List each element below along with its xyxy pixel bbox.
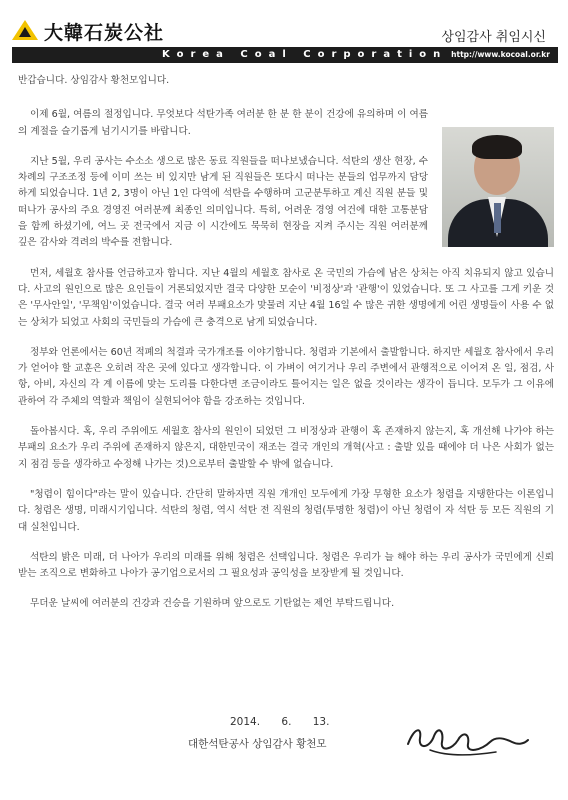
paragraph: 돌아봅시다. 혹, 우리 주위에도 세월호 참사의 원인이 되었던 그 비정상과 관행이 혹 존재하지 않는지, 혹 개선해 나가야 하는 부패의 요소가 우리 주위에 존재하지 않은지, 대한민국이 재조는 결국 개인의 개혁(사고 : 출발 있을 때에야 더 나은 사회가 없는지 점검 등을 생각하고 수정해 나가는 것)으로부터 출발할 수 밖에 없습니다. — [18, 426, 554, 470]
letter-date: 2014. 6. 13. — [230, 716, 330, 728]
paragraph: 석탄의 밝은 미래, 더 나아가 우리의 미래를 위해 청렴은 선택입니다. 청렴은 우리가 늘 해야 하는 우리 공사가 국민에게 신뢰받는 조직으로 변화하고 나아가 공기업으로서의 그 필요성과 공익성을 보장받게 될 것입니다. — [18, 551, 554, 580]
paragraph: 지난 5월, 우리 공사는 수소소 생으로 많은 동료 직원들을 떠나보냈습니다. 석탄의 생산 현장, 수 차례의 구조조정 등에 이미 쓰는 비 있지만 남게 된 직원들은 또다시 떠나는 분들의 업무까지 담당하게 되었습니다. 1년 2, 3명이 아닌 1인 다역에 석탄을 수행하며 고군분투하고 계신 직원 분들 및 떠나가 공사의 주요 경영진 여러분께 최종인 의미입니다. 특히, 어려운 경영 여건에 대한 고통분담을 함께 하셨기에, 여느 곳 전국에서 지금 이 시간에도 묵묵히 현장을 지켜 주시는 직원 여러분께 깊은 감사와 격려의 박수를 전합니다. — [18, 155, 428, 249]
paragraph: 이제 6월, 여름의 절정입니다. 무엇보다 석탄가족 여러분 한 분 한 분이 건강에 유의하며 이 여름의 계절을 슬기롭게 넘기시기를 바랍니다. — [18, 109, 428, 137]
header — [0, 0, 568, 46]
signer-name: 대한석탄공사 상임감사 황천모 — [188, 738, 327, 750]
page-title: 상임감사 취임시신 — [441, 30, 546, 45]
website-url: http://www.kocoal.or.kr — [451, 50, 550, 59]
company-logo-icon — [12, 20, 38, 40]
company-english-name: Korea Coal Corporation — [162, 49, 448, 60]
paragraph: 정부와 언론에서는 60년 적폐의 척결과 국가개조를 이야기합니다. 청렴과 기본에서 출발합니다. 하지만 세월호 참사에서 우리가 얻어야 할 교훈은 오히려 작은 곳에 있다고 생각합니다. 이 가벼이 여기거나 우리 주변에서 관행적으로 이어져 온 일, 점검, 사항, 아비, 자신의 각 계 이름에 맞는 도리를 다한다면 조금이라도 틀어지는 일은 없을 것이라는 생각이 듭니다. 모두가 그 이유에 관하여 각 주체의 역할과 책임이 실현되어야 함을 강조하는 것입니다. — [18, 346, 554, 407]
greeting: 반갑습니다. 상임감사 황천모입니다. — [18, 75, 170, 86]
paragraph: "청렴이 힘이다"라는 말이 있습니다. 간단히 말하자면 직원 개개인 모두에게 가장 무형한 요소가 청렴을 지탱한다는 이론입니다. 청렴은 생명, 미래시기입니다. 석탄의 청렴, 역시 석탄 전 직원의 청렴(투명한 청렴)이 아닌 청렴이 자 석탄 등 모든 직원의 기대 실천입니다. — [18, 488, 554, 533]
signature-image — [400, 720, 530, 760]
banner-bar — [12, 47, 558, 63]
company-logo-text: 大韓石炭公社 — [44, 22, 165, 44]
paragraph: 먼저, 세월호 참사를 언급하고자 합니다. 지난 4월의 세월호 참사로 온 국민의 가슴에 남은 상처는 아직 치유되지 않고 있습니다. 사고의 원인으로 많은 요인들이 거론되었지만 결국 다양한 모순이 '비정상'과 '관행'이 있었습니다. 또 그 사고를 그게 키운 것은 '무사안일', '무책임'이었습니다. 결국 여러 부패요소가 맞물려 지난 4월 16일 수 많은 귀한 생명에게 어린 생명들이 사용 수 없는 상처가 되었고 사회의 국민들의 가슴에 큰 충격으로 남게 되었습니다. — [18, 267, 554, 328]
paragraph: 무더운 날씨에 여러분의 건강과 건승을 기원하며 앞으로도 기탄없는 제언 부탁드립니다. — [30, 598, 395, 610]
letter-body — [18, 73, 554, 627]
